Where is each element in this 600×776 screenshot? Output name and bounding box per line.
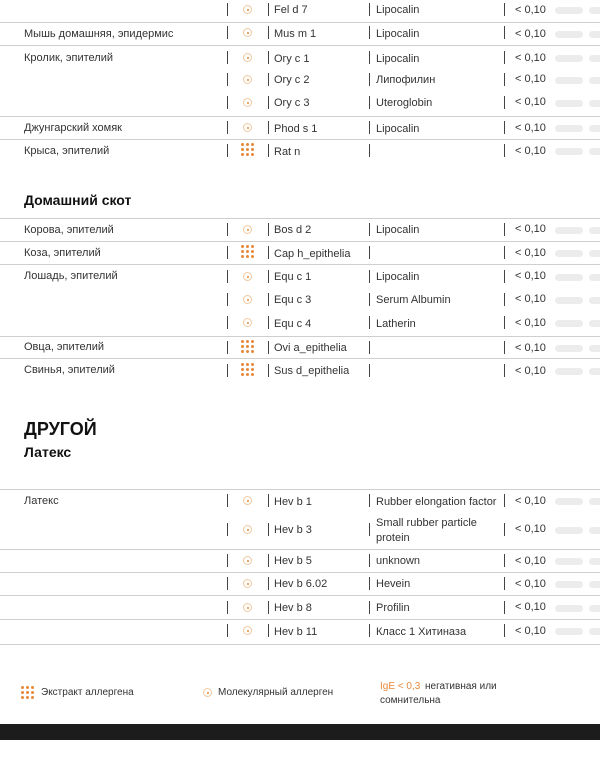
table-row bbox=[0, 513, 600, 549]
protein-family: Latherin bbox=[376, 318, 416, 330]
result-value: < 0,10 bbox=[515, 625, 546, 637]
section-subtitle-latex: Латекс bbox=[24, 444, 72, 460]
result-value: < 0,10 bbox=[515, 247, 546, 259]
table-row bbox=[0, 22, 600, 45]
protein-family: Hevein bbox=[376, 578, 411, 590]
component-name: Equ c 4 bbox=[274, 318, 312, 330]
molecular-allergen-icon bbox=[243, 123, 252, 132]
table-row bbox=[0, 549, 600, 573]
component-name: Ory c 2 bbox=[274, 74, 310, 86]
result-value: < 0,10 bbox=[515, 96, 546, 108]
component-name: Hev b 1 bbox=[274, 496, 312, 508]
component-name: Phod s 1 bbox=[274, 123, 318, 135]
result-value: < 0,10 bbox=[515, 495, 546, 507]
allergen-source: Мышь домашняя, эпидермис bbox=[24, 28, 174, 40]
protein-family: Lipocalin bbox=[376, 123, 420, 135]
component-name: Hev b 8 bbox=[274, 602, 312, 614]
allergen-source: Коза, эпителий bbox=[24, 247, 101, 259]
protein-family: unknown bbox=[376, 555, 421, 567]
allergen-extract-icon bbox=[241, 363, 254, 376]
protein-family: Lipocalin bbox=[376, 4, 420, 16]
table-row bbox=[0, 572, 600, 596]
protein-family: Класс 1 Хитиназа bbox=[376, 626, 467, 638]
allergen-source: Латекс bbox=[24, 495, 59, 507]
table-row bbox=[0, 595, 600, 620]
result-value: < 0,10 bbox=[515, 555, 546, 567]
protein-family: Lipocalin bbox=[376, 224, 420, 236]
result-value: < 0,10 bbox=[515, 145, 546, 157]
table-row bbox=[0, 139, 600, 164]
protein-family: Lipocalin bbox=[376, 53, 420, 65]
table-row bbox=[0, 336, 600, 359]
table-row bbox=[0, 241, 600, 265]
protein-family: Lipocalin bbox=[376, 271, 420, 283]
protein-family: Lipocalin bbox=[376, 28, 420, 40]
component-name: Equ c 3 bbox=[274, 294, 312, 306]
result-value: < 0,10 bbox=[515, 4, 546, 16]
allergen-extract-icon bbox=[241, 340, 254, 353]
component-name: Hev b 11 bbox=[274, 626, 318, 638]
table-row bbox=[0, 68, 600, 91]
footer-bar bbox=[0, 724, 600, 740]
result-value: < 0,10 bbox=[515, 578, 546, 590]
result-value: < 0,10 bbox=[515, 122, 546, 134]
component-name: Hev b 6.02 bbox=[274, 578, 328, 590]
table-row bbox=[0, 218, 600, 242]
component-name: Hev b 5 bbox=[274, 555, 312, 567]
section-title-other: ДРУГОЙ bbox=[24, 419, 97, 439]
result-value: < 0,10 bbox=[515, 601, 546, 613]
component-name: Cap h_epithelia bbox=[274, 248, 351, 260]
protein-family: Profilin bbox=[376, 602, 410, 614]
allergen-source: Свинья, эпителий bbox=[24, 364, 115, 376]
molecular-allergen-icon bbox=[243, 626, 252, 635]
molecular-allergen-icon bbox=[243, 525, 252, 534]
table-row bbox=[0, 91, 600, 115]
allergen-source: Джунгарский хомяк bbox=[24, 122, 122, 134]
protein-family: Small rubber particle bbox=[376, 517, 477, 529]
component-name: Hev b 3 bbox=[274, 524, 312, 536]
legend-ige-text-line2: сомнительна bbox=[380, 695, 441, 706]
result-value: < 0,10 bbox=[515, 223, 546, 235]
table-row bbox=[0, 2, 600, 22]
molecular-allergen-icon bbox=[243, 318, 252, 327]
table-row bbox=[0, 358, 600, 383]
legend-ige-threshold: IgE < 0,3 bbox=[380, 681, 421, 692]
molecular-allergen-icon bbox=[243, 295, 252, 304]
molecular-allergen-icon bbox=[243, 75, 252, 84]
molecular-allergen-icon bbox=[243, 5, 252, 14]
allergen-source: Лошадь, эпителий bbox=[24, 270, 118, 282]
component-name: Bos d 2 bbox=[274, 224, 312, 236]
component-name: Fel d 7 bbox=[274, 4, 308, 16]
result-value: < 0,10 bbox=[515, 52, 546, 64]
component-name: Mus m 1 bbox=[274, 28, 317, 40]
allergen-source: Крыса, эпителий bbox=[24, 145, 110, 157]
molecular-allergen-icon bbox=[243, 98, 252, 107]
protein-family: Rubber elongation factor bbox=[376, 496, 497, 508]
component-name: Rat n bbox=[274, 146, 301, 158]
table-row bbox=[0, 116, 600, 140]
result-value: < 0,10 bbox=[515, 523, 546, 535]
component-name: Ovi a_epithelia bbox=[274, 342, 347, 354]
allergen-extract-icon bbox=[21, 686, 34, 699]
allergen-source: Корова, эпителий bbox=[24, 224, 114, 236]
legend-extract-label: Экстракт аллергена bbox=[41, 687, 134, 698]
molecular-allergen-icon bbox=[203, 688, 212, 697]
protein-family: Serum Albumin bbox=[376, 294, 451, 306]
table-row bbox=[0, 45, 600, 69]
allergen-source: Овца, эпителий bbox=[24, 341, 105, 353]
allergen-extract-icon bbox=[241, 143, 254, 156]
result-value: < 0,10 bbox=[515, 73, 546, 85]
component-name: Equ c 1 bbox=[274, 271, 312, 283]
allergen-extract-icon bbox=[241, 245, 254, 258]
table-row bbox=[0, 311, 600, 335]
molecular-allergen-icon bbox=[243, 53, 252, 62]
legend-ige-text: негативная или bbox=[425, 681, 497, 692]
result-value: < 0,10 bbox=[515, 28, 546, 40]
molecular-allergen-icon bbox=[243, 225, 252, 234]
allergen-source: Кролик, эпителий bbox=[24, 52, 113, 64]
result-value: < 0,10 bbox=[515, 293, 546, 305]
result-value: < 0,10 bbox=[515, 317, 546, 329]
component-name: Ory c 3 bbox=[274, 97, 310, 109]
molecular-allergen-icon bbox=[243, 496, 252, 505]
table-row bbox=[0, 489, 600, 514]
molecular-allergen-icon bbox=[243, 28, 252, 37]
component-name: Sus d_epithelia bbox=[274, 365, 350, 377]
result-value: < 0,10 bbox=[515, 342, 546, 354]
molecular-allergen-icon bbox=[243, 603, 252, 612]
table-row bbox=[0, 264, 600, 289]
component-name: Ory c 1 bbox=[274, 53, 310, 65]
table-row bbox=[0, 619, 600, 645]
protein-family-line2: protein bbox=[376, 532, 410, 544]
molecular-allergen-icon bbox=[243, 556, 252, 565]
result-value: < 0,10 bbox=[515, 365, 546, 377]
table-row bbox=[0, 288, 600, 311]
molecular-allergen-icon bbox=[243, 272, 252, 281]
protein-family: Липофилин bbox=[376, 74, 436, 86]
result-value: < 0,10 bbox=[515, 270, 546, 282]
legend-molecular-label: Молекулярный аллерген bbox=[218, 687, 334, 698]
molecular-allergen-icon bbox=[243, 579, 252, 588]
protein-family: Uteroglobin bbox=[376, 97, 433, 109]
section-title-livestock: Домашний скот bbox=[24, 192, 132, 208]
